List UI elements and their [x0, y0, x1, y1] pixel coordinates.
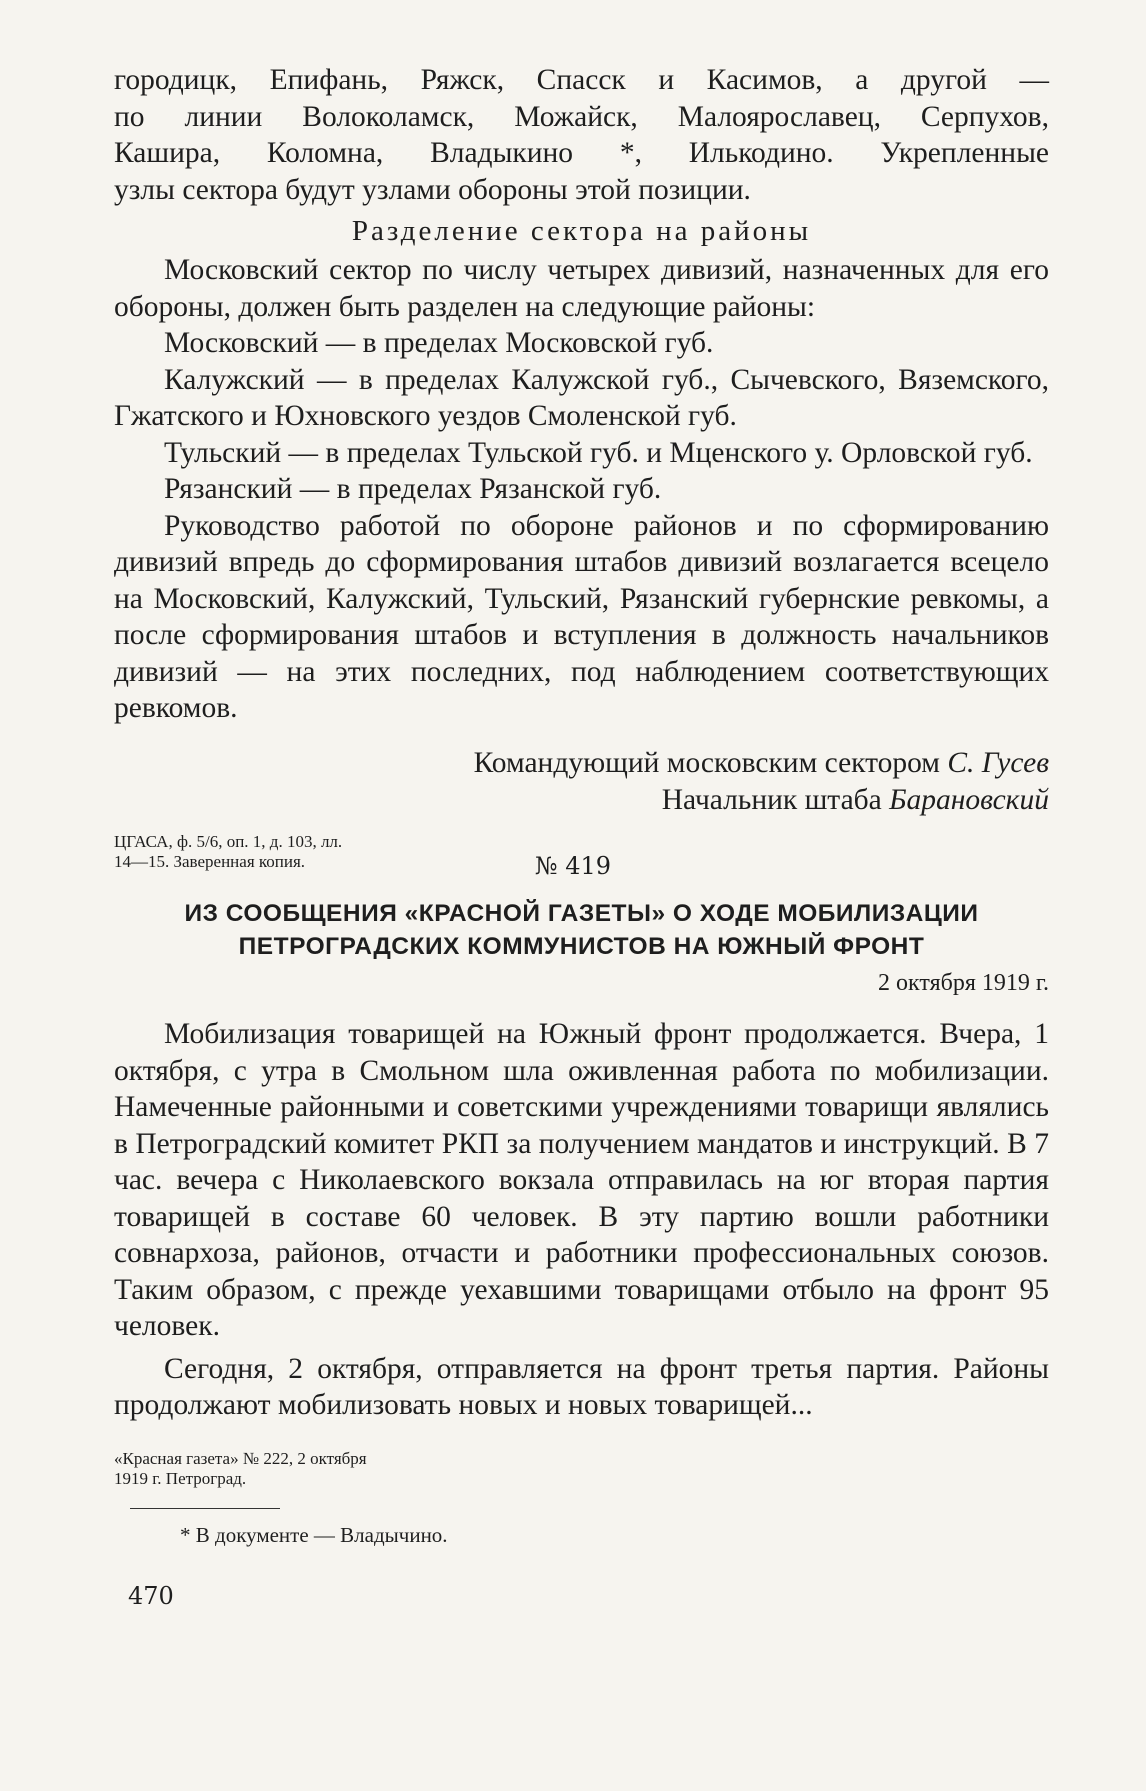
source-line-2: 1919 г. Петроград. [114, 1469, 247, 1488]
paragraph-today: Сегодня, 2 октября, отправляется на фронт третья партия. Районы продолжают мобилизовать новых и новых товарищей... [114, 1352, 1049, 1421]
intro-line-2: по линии Волоколамск, Можайск, Малоярославец, Серпухов, [114, 100, 1049, 133]
subheading: Разделение сектора на районы [351, 215, 812, 247]
section2-heading [114, 897, 1049, 963]
intro-line-4: узлы сектора будут узлами обороны этой позиции. [114, 173, 751, 206]
document-date: 2 октября 1919 г. [878, 970, 1049, 996]
intro-line-3: Кашира, Коломна, Владыкино *, Илькодино. Укрепленные [114, 137, 1049, 169]
heading-line-2: ПЕТРОГРАДСКИХ КОММУНИСТОВ НА ЮЖНЫЙ ФРОНТ [238, 933, 925, 960]
district-ryazan: Рязанский — в пределах Рязанской губ. [164, 473, 662, 505]
document-number: № 419 [534, 852, 612, 880]
section2-body [114, 1016, 1049, 1424]
district-kaluga: Калужский — в пределах Калужской губ., Сычевского, Вяземского, Гжатского и Юхновского уездов Смоленской губ. [114, 363, 1049, 432]
signature-role: Начальник штаба [661, 783, 882, 816]
section1-subheading-block [114, 208, 1049, 252]
district-moscow: Московский — в пределах Московской губ. [164, 327, 714, 359]
source-line-1: «Красная газета» № 222, 2 октября [114, 1449, 367, 1468]
footnote: * В документе — Владычино. [180, 1523, 448, 1547]
date-block [114, 970, 1049, 997]
heading-line-1: ИЗ СООБЩЕНИЯ «КРАСНОЙ ГАЗЕТЫ» О ХОДЕ МОБИЛИЗАЦИИ [184, 900, 979, 927]
source-line-2: 14—15. Заверенная копия. [114, 852, 306, 871]
page-number: 470 [128, 1582, 174, 1610]
section1-body [114, 252, 1049, 727]
signature-role: Командующий московским сектором [473, 747, 940, 779]
signature-chief-of-staff [114, 782, 1049, 819]
footnote-divider [130, 1508, 280, 1509]
signature-name: С. Гусев [947, 747, 1049, 779]
intro-line-1: городицк, Епифань, Ряжск, Спасск и Касимов, а другой — [114, 64, 1049, 96]
paragraph-mobilization: Мобилизация товарищей на Южный фронт продолжается. Вчера, 1 октября, с утра в Смольном шла оживленная работа по мобилизации. Намеченные районными и советскими учреждениями товарищи являлись в Петроградский комитет РКП за получением мандатов и инструкций. В 7 час. вечера с Николаевского вокзала отправилась на юг вторая партия товарищей в составе 60 человек. В эту партию вошли работники совнархоза, районов, отчасти и работники профессиональных союзов. Таким образом, с прежде уехавшими товарищами отбыло на фронт 95 человек. [114, 1018, 1049, 1342]
signature-name: Барановский [889, 783, 1049, 816]
source-line-1: ЦГАСА, ф. 5/6, оп. 1, д. 103, лл. [114, 832, 343, 851]
district-tula: Тульский — в пределах Тульской губ. и Мценского у. Орловской губ. [164, 436, 1033, 469]
source-citation-2 [114, 1449, 534, 1489]
signature-commander [114, 745, 1049, 782]
footnote-block [180, 1522, 780, 1548]
paragraph-leadership: Руководство работой по обороне районов и по сформированию дивизий впредь до сформирования штабов дивизий возлагается всецело на Московский, Калужский, Тульский, Рязанский губернские ревкомы, а после сформирования штабов и вступления в должность начальников дивизий — на этих последних, под наблюдением соответствующих ревкомов. [114, 509, 1049, 724]
section1-intro [114, 62, 1049, 208]
paragraph-sector-division: Московский сектор по числу четырех дивизий, назначенных для его обороны, должен быть разделен на следующие районы: [114, 254, 1049, 323]
signatures-block [114, 745, 1049, 818]
